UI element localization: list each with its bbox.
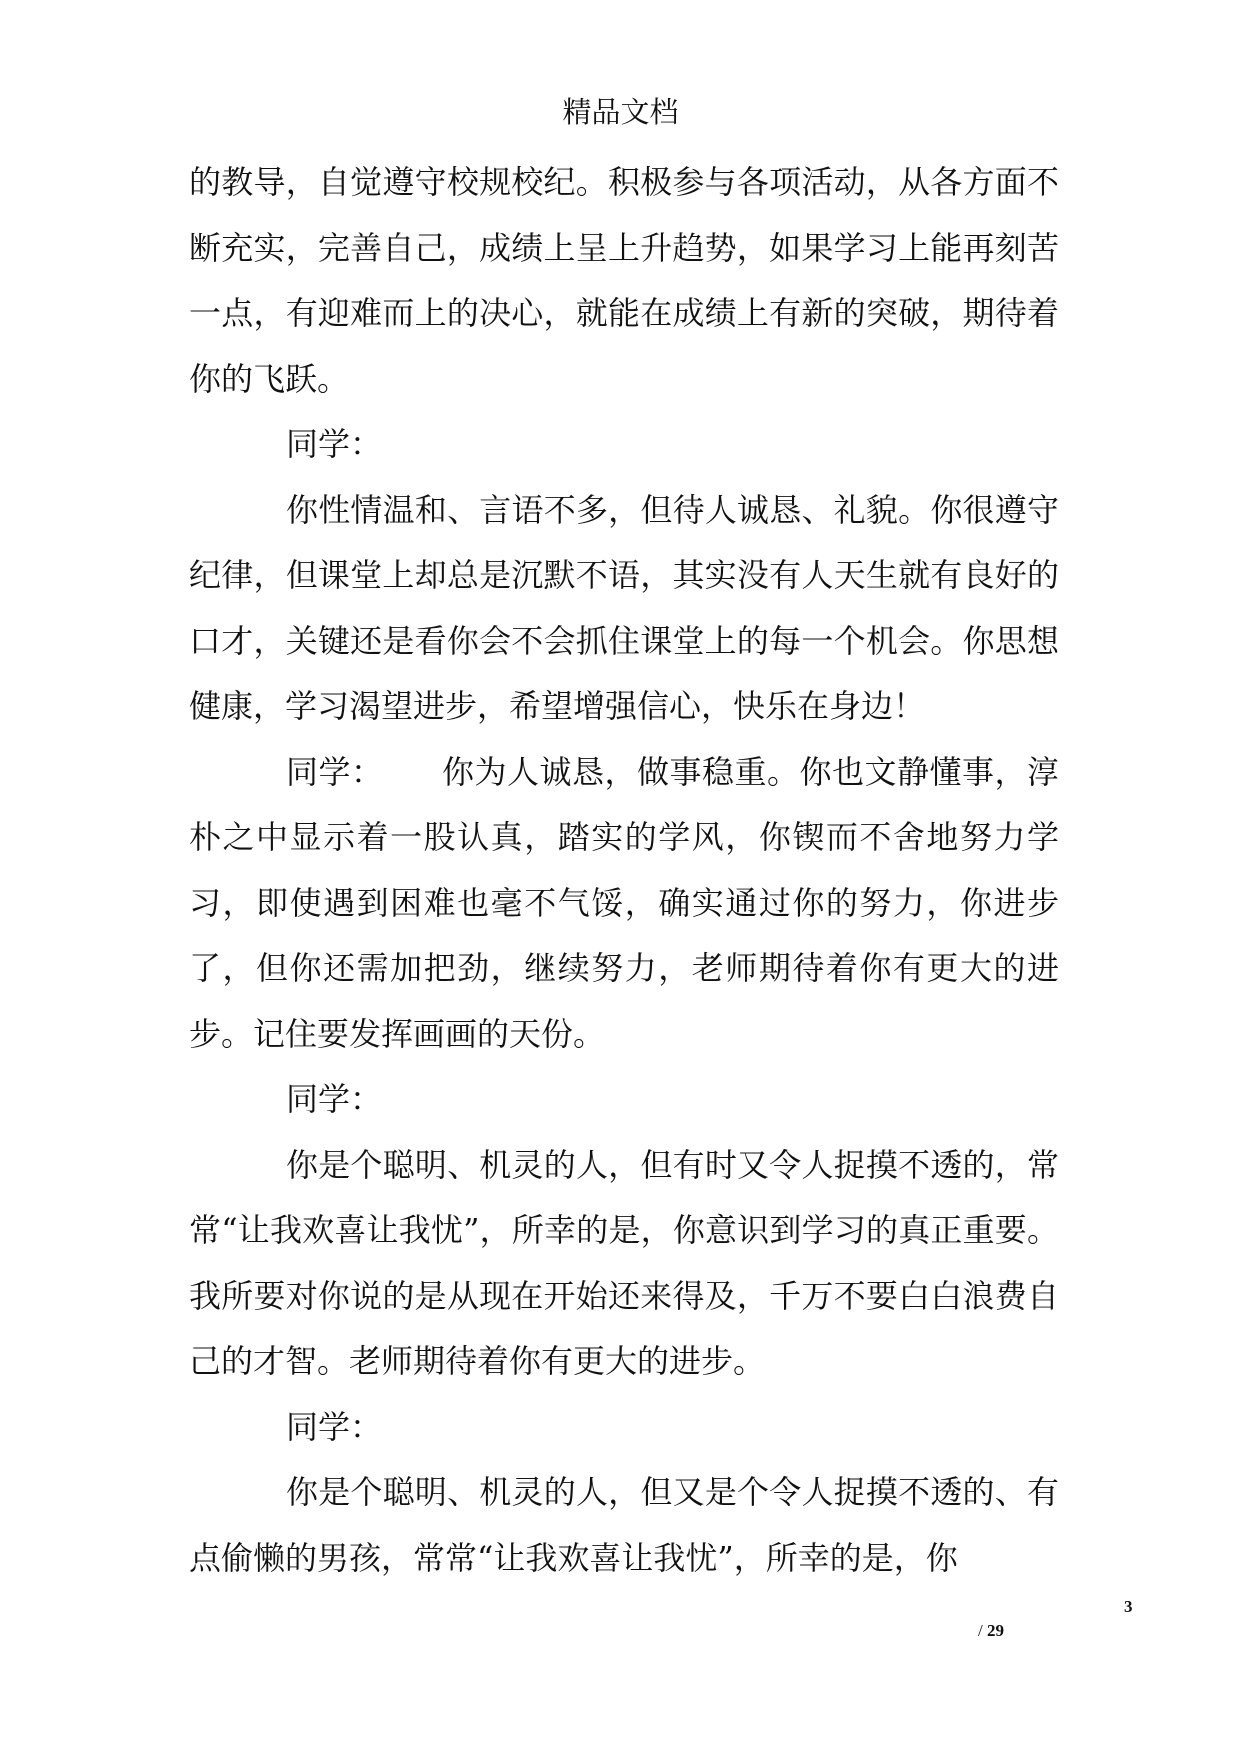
paragraph-continuation: 的教导，自觉遵守校规校纪。积极参与各项活动，从各方面不断充实，完善自己，成绩上呈上升趋势，如果学习上能再刻苦一点，有迎难而上的决心，就能在成绩上有新的突破，期待着你的飞跃。 xyxy=(189,163,1059,398)
page-total-prefix: / xyxy=(978,1621,987,1640)
comment-text: 你为人诚恳，做事稳重。你也文静懂事，淳朴之中显示着一股认真，踏实的学风，你锲而不舍地努力学习，即使遇到困难也毫不气馁，确实通过你的努力，你进步了，但你还需加把劲，继续努力，老师期待着你有更大的进步。记住要发挥画画的天份。 xyxy=(189,752,1059,1053)
page-total xyxy=(978,1621,1004,1641)
paragraph-comment: 你是个聪明、机灵的人，但又是个令人捉摸不透的、有点偷懒的男孩，常常“让我欢喜让我忧”，所幸的是，你 xyxy=(189,1473,1059,1577)
page-total-count: 29 xyxy=(986,1621,1004,1640)
salutation-label: 同学： xyxy=(286,752,384,791)
document-body xyxy=(189,150,1059,1591)
page-header-title: 精品文档 xyxy=(562,95,679,129)
paragraph-comment: 你性情温和、言语不多，但待人诚恳、礼貌。你很遵守纪律，但课堂上却总是沉默不语，其实没有人天生就有良好的口才，关键还是看你会不会抓住课堂上的每一个机会。你思想健康，学习渴望进步，希望增强信心，快乐在身边！ xyxy=(189,490,1059,725)
paragraph-salutation: 同学： xyxy=(286,425,383,463)
page-number: 3 xyxy=(1124,1597,1133,1616)
paragraph-salutation: 同学： xyxy=(286,1407,383,1446)
paragraph-comment: 你是个聪明、机灵的人，但有时又令人捉摸不透的，常常“让我欢喜让我忧”，所幸的是，你意识到学习的真正重要。我所要对你说的是从现在开始还来得及，千万不要白白浪费自己的才智。老师期待着你有更大的进步。 xyxy=(189,1145,1059,1380)
paragraph-comment-inline xyxy=(189,740,1059,1068)
paragraph-salutation: 同学： xyxy=(286,1080,383,1118)
